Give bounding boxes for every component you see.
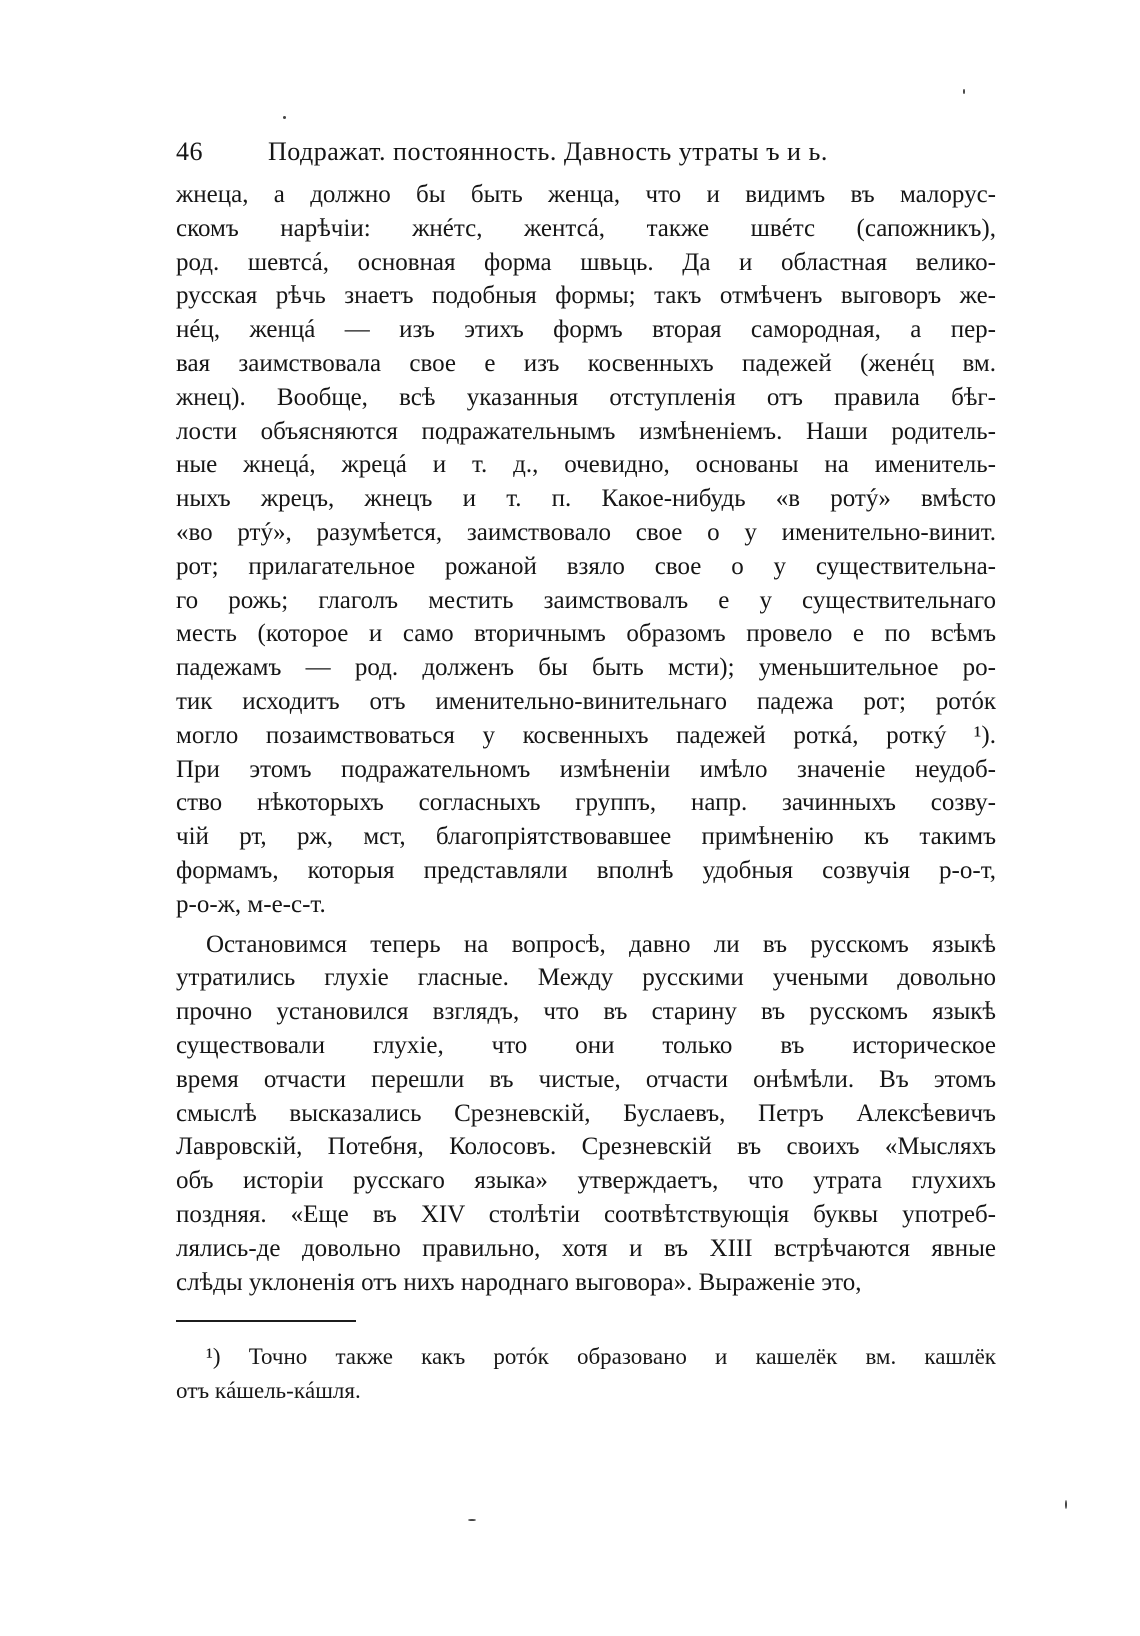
text-line: формамъ, которыя представляли вполнѣ удобныя созвучія р-о-т, <box>176 856 996 884</box>
footnote-divider <box>176 1320 356 1322</box>
text-line: тик исходитъ отъ именительно-винительнаго падежа рот; ротóк <box>176 687 996 715</box>
scan-speck <box>468 1519 476 1521</box>
scan-speck <box>963 89 965 94</box>
text-line: русская рѣчь знаетъ подобныя формы; такъ отмѣченъ выговоръ же- <box>176 282 996 310</box>
text-line: род. шевтсá, основная форма швьць. Да и областная велико- <box>176 248 996 276</box>
text-line: жнеца, а должно бы быть женца, что и видимъ въ малорус- <box>176 181 996 208</box>
text-line: чій рт, рж, мст, благопріятствовавшее примѣненію къ такимъ <box>176 823 996 851</box>
text-line: месть (которое и само вторичнымъ образомъ провело е по всѣмъ <box>176 620 996 648</box>
text-line: утратились глухіе гласные. Между русскими учеными довольно <box>176 964 996 992</box>
text-line: При этомъ подражательномъ измѣненіи имѣло значеніе неудоб- <box>176 755 996 783</box>
scan-speck <box>1065 1500 1067 1509</box>
scan-speck <box>283 116 286 119</box>
text-line: «во ртý», разумѣется, заимствовало свое о у именительно-винит. <box>176 518 996 546</box>
paragraph <box>176 928 996 1300</box>
text-line: ¹) Точно также какъ ротóк образовано и кашелёк вм. кашлёк <box>206 1344 996 1369</box>
text-line: нéц, женцá — изъ этихъ формъ вторая самородная, а пер- <box>176 316 996 344</box>
text-line: падежамъ — род. долженъ бы быть мсти); уменьшительное ро- <box>176 654 996 682</box>
text-line: Лавровскій, Потебня, Колосовъ. Срезневскій въ своихъ «Мысляхъ <box>176 1133 996 1161</box>
text-line: ныхъ жрецъ, жнецъ и т. п. Какое-нибудь «в ротý» вмѣсто <box>176 485 996 513</box>
text-line: лялись-де довольно правильно, хотя и въ XIII встрѣчаются явные <box>176 1234 996 1262</box>
text-line: прочно установился взглядъ, что въ старину въ русскомъ языкѣ <box>176 998 996 1026</box>
text-line: смыслѣ высказались Срезневскій, Буслаевъ, Петръ Алексѣевичъ <box>176 1099 996 1127</box>
text-line: могло позаимствоваться у косвенныхъ падежей роткá, роткý ¹). <box>176 721 996 749</box>
text-line: объ исторіи русскаго языка» утверждаетъ, что утрата глухихъ <box>176 1167 996 1195</box>
text-line: слѣды уклоненія отъ нихъ народнаго выговора». Выраженіе это, <box>176 1268 862 1296</box>
text-line: го рожь; глаголъ местить заимствовалъ е у существительнаго <box>176 586 996 614</box>
main-text <box>176 178 996 1299</box>
page-number: 46 <box>176 137 203 166</box>
text-line: ство нѣкоторыхъ согласныхъ группъ, напр. зачинныхъ созву- <box>176 789 996 817</box>
text-line: р-о-ж, м-е-с-т. <box>176 890 326 918</box>
text-line: скомъ нарѣчіи: жнéтс, жентсá, также швéтс (сапожникъ), <box>176 214 996 242</box>
text-line: существовали глухіе, что они только въ историческое <box>176 1031 996 1059</box>
text-line: поздняя. «Еще въ XIV столѣтіи соотвѣтствующія буквы употреб- <box>176 1200 996 1228</box>
text-line: вая заимствовала свое е изъ косвенныхъ падежей (женéц вм. <box>176 349 996 377</box>
page-header <box>176 128 996 176</box>
running-title: Подражат. постоянность. Давность утраты ъ и ь. <box>268 137 828 166</box>
text-line: время отчасти перешли въ чистые, отчасти онѣмѣли. Въ этомъ <box>176 1065 996 1093</box>
text-line: ные жнецá, жрецá и т. д., очевидно, основаны на именитель- <box>176 451 996 479</box>
text-line: жнец). Вообще, всѣ указанныя отступленія отъ правила бѣг- <box>176 383 996 411</box>
book-page <box>176 128 996 1403</box>
text-line: лости объясняются подражательнымъ измѣненіемъ. Наши родитель- <box>176 417 996 445</box>
footnote <box>176 1340 996 1408</box>
paragraph <box>176 178 996 922</box>
text-line: рот; прилагательное рожаной взяло свое о у существительна- <box>176 552 996 580</box>
text-line: Остановимся теперь на вопросѣ, давно ли въ русскомъ языкѣ <box>206 930 996 958</box>
text-line: отъ кáшель-кáшля. <box>176 1378 361 1403</box>
